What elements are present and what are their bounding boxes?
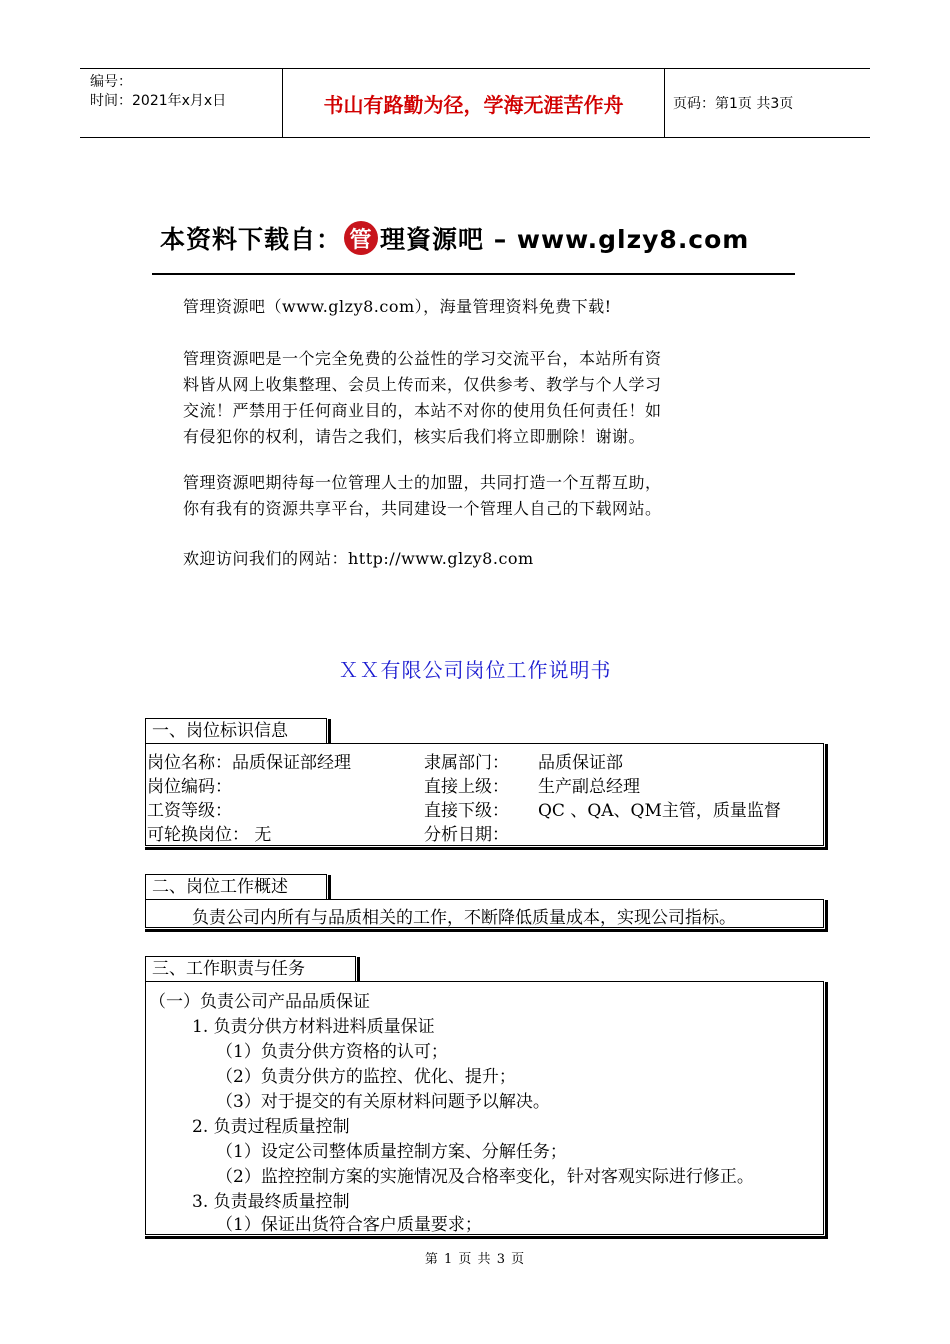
duty-heading: （一）负责公司产品品质保证	[149, 992, 370, 1012]
document-title: ＸＸ有限公司岗位工作说明书	[338, 658, 612, 682]
tab-shadow	[357, 957, 360, 982]
section-1-title	[145, 718, 327, 744]
subordinate-label: 直接下级：	[424, 801, 509, 821]
logo-icon: 管	[344, 221, 378, 255]
section-1-box	[145, 743, 824, 846]
section-3-box	[145, 981, 824, 1235]
duty-subitem: （1）设定公司整体质量控制方案、分解任务；	[216, 1142, 567, 1162]
section-2-box	[145, 899, 824, 928]
analysis-date-label: 分析日期：	[424, 825, 509, 845]
department-value: 品质保证部	[538, 753, 623, 773]
intro-paragraph-3	[183, 470, 662, 522]
duty-subitem: （1）保证出货符合客户质量要求；	[216, 1215, 482, 1235]
intro-line: 管理资源吧期待每一位管理人士的加盟，共同打造一个互帮互助，	[183, 473, 662, 492]
header-motto: 书山有路勤为径，学海无涯苦作舟	[323, 92, 624, 117]
section-title-text: 一、岗位标识信息	[152, 721, 288, 741]
tab-shadow	[328, 875, 331, 900]
box-shadow	[825, 744, 828, 850]
duty-subitem: （2）负责分供方的监控、优化、提升；	[216, 1067, 516, 1087]
salary-grade: 工资等级：	[147, 801, 232, 821]
duty-subitem: （3）对于提交的有关原材料问题予以解决。	[216, 1092, 550, 1112]
position-name: 岗位名称：品质保证部经理	[147, 753, 351, 773]
intro-line: 交流！严禁用于任何商业目的，本站不对你的使用负任何责任！如	[183, 401, 662, 420]
header-time: 时间：2021年x月x日	[90, 93, 227, 109]
section-2-title	[145, 874, 327, 900]
subordinate-value: QC 、QA、QM主管，质量监督	[538, 801, 781, 821]
intro-paragraph-2	[183, 346, 662, 450]
intro-line: 有侵犯你的权利，请告之我们，核实后我们将立即删除！谢谢。	[183, 427, 646, 446]
box-shadow	[825, 982, 828, 1239]
banner-site-name: 理資源吧 – www.glzy8.com	[380, 225, 750, 254]
download-banner	[160, 218, 749, 258]
intro-paragraph-4: 欢迎访问我们的网站：http://www.glzy8.com	[183, 549, 534, 568]
job-summary: 负责公司内所有与品质相关的工作，不断降低质量成本，实现公司指标。	[192, 908, 736, 928]
position-code: 岗位编码：	[147, 777, 232, 797]
tab-shadow	[328, 719, 331, 744]
header-meta	[90, 73, 226, 111]
intro-line: 管理资源吧是一个完全免费的公益性的学习交流平台，本站所有资	[183, 349, 662, 368]
intro-line: 你有我有的资源共享平台，共同建设一个管理人自己的下载网站。	[183, 499, 662, 518]
duty-item: 2. 负责过程质量控制	[192, 1117, 350, 1137]
rotation-position: 可轮换岗位： 无	[147, 825, 272, 845]
supervisor-label: 直接上级：	[424, 777, 509, 797]
header-number: 编号：	[90, 74, 132, 90]
section-title-text: 三、工作职责与任务	[152, 959, 305, 979]
duty-item: 1. 负责分供方材料进料质量保证	[192, 1017, 435, 1037]
page-header	[80, 68, 870, 138]
banner-divider	[152, 273, 795, 275]
section-3-title	[145, 956, 356, 982]
banner-prefix: 本资料下载自：	[160, 225, 343, 254]
intro-paragraph-1: 管理资源吧（www.glzy8.com），海量管理资料免费下载!	[183, 297, 612, 316]
section-title-text: 二、岗位工作概述	[152, 877, 288, 897]
box-shadow	[825, 900, 828, 932]
page-footer: 第 1 页 共 3 页	[424, 1252, 526, 1267]
intro-line: 料皆从网上收集整理、会员上传而来，仅供参考、教学与个人学习	[183, 375, 662, 394]
department-label: 隶属部门：	[424, 753, 509, 773]
duty-item: 3. 负责最终质量控制	[192, 1192, 350, 1212]
duty-subitem: （2）监控控制方案的实施情况及合格率变化，针对客观实际进行修正。	[216, 1167, 754, 1187]
header-page-number: 页码：第1页 共3页	[673, 96, 794, 112]
supervisor-value: 生产副总经理	[538, 777, 640, 797]
duty-subitem: （1）负责分供方资格的认可；	[216, 1042, 448, 1062]
